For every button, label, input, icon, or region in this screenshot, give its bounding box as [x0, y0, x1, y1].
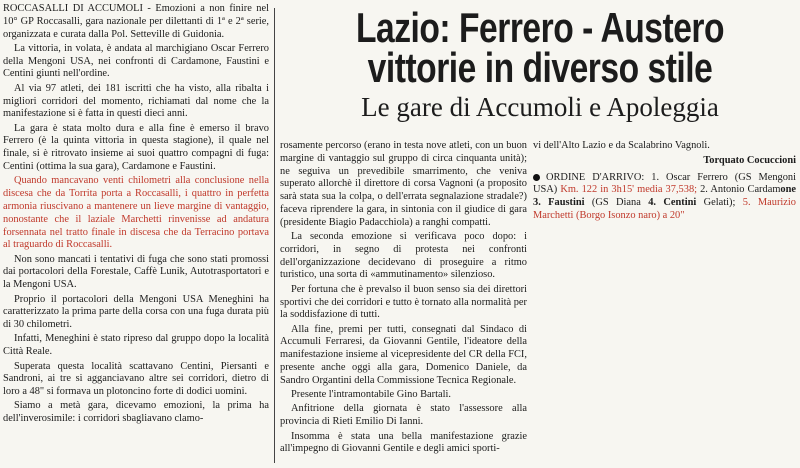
- dateline: ROCCASALLI DI ACCUMOLI: [3, 3, 143, 14]
- subheadline: Le gare di Accumoli e Apoleggia: [361, 92, 719, 122]
- paragraph: Per fortuna che è prevalso il buon senso sia dei direttori sportivi che dei corridori e tutto è tornato alla normalità per la soddisfazione di tutti.: [280, 283, 527, 321]
- column-divider: [274, 8, 275, 463]
- paragraph: rosamente percorso (erano in testa nove atleti, con un buon margine di vantaggio sul gruppo di circa cinquanta unità); ne seguiva un prevedibile smarrimento, che veniva superato allorchè il direttore di corsa Vagnoni (a proposito sarà stata sua la colpa, o dell'errata segnalazione stradale?) faceva riprendere la gara, in sintonia con il giudice di gara (presidente Biagio Padacchiola) a ranghi compatti.: [280, 140, 527, 228]
- results-label: ORDINE D'ARRIVO:: [546, 171, 645, 183]
- paragraph: Insomma è stata una bella manifestazione grazie all'impegno di Giovanni Gentile e degli amici sporti-: [280, 430, 527, 455]
- headline-block: [282, 4, 798, 123]
- paragraph: Presente l'intramontabile Gino Bartali.: [291, 389, 451, 401]
- paragraph: Proprio il portacolori della Mengoni USA Meneghini ha caratterizzato la prima parte della corsa con una fuga durata più di 30 chilometri.: [3, 293, 269, 331]
- paragraph: ROCCASALLI DI ACCUMOLI - Emozioni a non finire nel 10° GP Roccasalli, gara nazionale per dilettanti di 1ª e 2ª serie, organizzata e curata dalla Pol. Setteville di Guidonia.: [3, 3, 269, 40]
- headline-line-1: Lazio: Ferrero - Austero: [355, 4, 725, 51]
- article-column-middle: [280, 140, 527, 466]
- article-column-left: [3, 3, 269, 466]
- paragraph: Non sono mancati i tentativi di fuga che sono stati promossi dai portacolori della Forestale, Caffè Lunik, Autotrasportatori e la Mengoni USA.: [3, 253, 269, 291]
- article-column-right: [533, 140, 796, 300]
- paragraph: Superata questa località scattavano Centini, Piersanti e Sandroni, ai tre si agganciavano altre sei corridori, dietro di loro a 48" si formava un plotoncino forte di dodici uomini.: [3, 360, 269, 398]
- paragraph: La vittoria, in volata, è andata al marchigiano Oscar Ferrero della Mengoni USA, nei confronti di Cardamone, Faustini e Centini giunti nell'ordine.: [3, 42, 269, 80]
- results-list: ORDINE D'ARRIVO: 1. Oscar Ferrero (GS Mengoni USA) Km. 122 in 3h15' media 37,538; 2. Antonio Cardamone 3. Faustini (GS Diana 4. Centini Gelati); 5. Maurizio Marchetti (Borgo Isonzo naro) a 20": [533, 171, 796, 221]
- paragraph: La gara è stata molto dura e alla fine è emerso il bravo Ferrero (è la quinta vittoria in questa stagione), il quale nel finale, si è ritrovato insieme ai suoi quattro compagni di fuga: Centini (ottima la sua gara), Cardamone e Faustini.: [3, 122, 269, 173]
- paragraph: Alla fine, premi per tutti, consegnati dal Sindaco di Accumuli Ferraresi, da Giovanni Gentile, l'ideatore della manifestazione insieme al vicepresidente del CR della FCI, presente anche oggi alla gara, Domenico Daniele, da Sandro Organtini della Commissione Tecnica Regionale.: [280, 323, 527, 386]
- headline-line-2: vittorie in diverso stile: [367, 44, 713, 91]
- paragraph: La seconda emozione si verificava poco dopo: i corridori, in segno di protesta nei confronti dell'organizzazione decidevano di proseguire a ritmo turistico, una sorta di «ammutinamento» silenzioso.: [280, 231, 527, 281]
- highlighted-paragraph: Quando mancavano venti chilometri alla conclusione nella discesa che da Torrita porta a Roccasalli, i quattro in perfetta armonia riuscivano a mantenere un lieve margine di vantaggio, nonostante che il laziale Marchetti rinvenisse ad andatura forsennata nel tratto finale in discesa che da Terracino portava al traguardo di Roccasalli.: [3, 175, 269, 251]
- paragraph: Al via 97 atleti, dei 181 iscritti che ha visto, alla ribalta i migliori corridori del momento, richiamati dal nome che la manifestazione si è fatta in questi dieci anni.: [3, 82, 269, 120]
- race-stats: Km. 122 in 3h15' media 37,538;: [560, 184, 698, 196]
- paragraph: vi dell'Alto Lazio e da Scalabrino Vagnoli.: [533, 140, 710, 151]
- byline: Torquato Cocuccioni: [703, 154, 796, 166]
- paragraph: Anfitrione della giornata è stato l'assessore alla provincia di Rieti Emilio Di Ianni.: [280, 403, 527, 428]
- paragraph: Infatti, Meneghini è stato ripreso dal gruppo dopo la località Città Reale.: [3, 333, 269, 358]
- paragraph: Siamo a metà gara, dicevamo emozioni, la prima ha dell'inverosimile: i corridori sbagliavano clamo-: [3, 400, 269, 425]
- bullet-icon: [533, 174, 540, 181]
